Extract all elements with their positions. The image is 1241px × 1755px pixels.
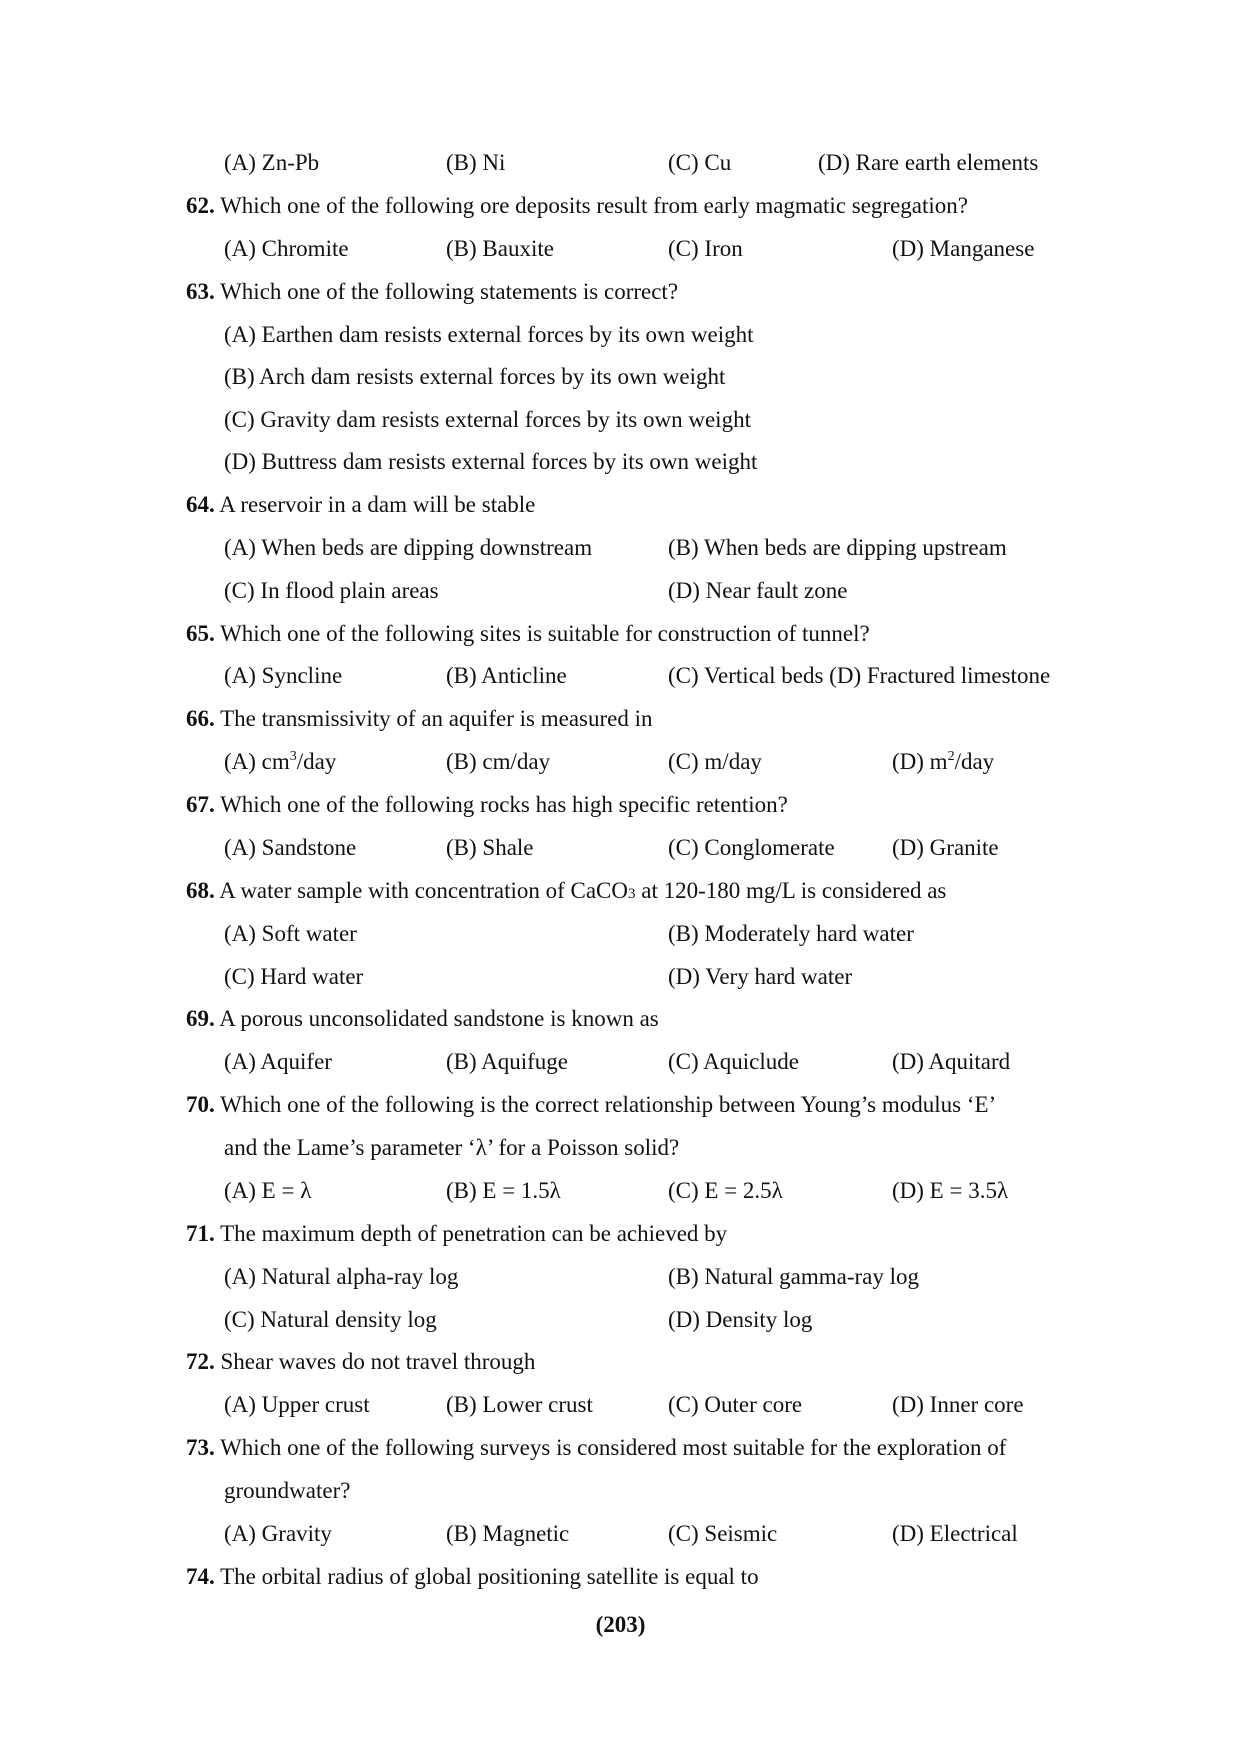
- q61-option-b: (B) Ni: [446, 150, 506, 175]
- superscript: 2: [947, 749, 955, 764]
- question-70-continued: and the Lame’s parameter ‘λ’ for a Poisson solid?: [224, 1135, 680, 1160]
- q63-option-b: (B) Arch dam resists external forces by its own weight: [224, 364, 726, 389]
- question-70: [186, 1091, 996, 1119]
- option-text: (C) m/day: [668, 749, 762, 774]
- question-64: [186, 491, 535, 519]
- q66-option-b: [446, 748, 550, 776]
- question-text: Which one of the following surveys is considered most suitable for the exploration of: [220, 1435, 1007, 1460]
- question-63: [186, 278, 678, 306]
- question-number: 71.: [186, 1221, 215, 1246]
- q65-option-a: (A) Syncline: [224, 663, 343, 688]
- question-text-suffix: at 120-180 mg/L is considered as: [635, 878, 947, 903]
- option-text-suffix: /day: [296, 749, 337, 774]
- question-72: [186, 1348, 535, 1376]
- option-text: (D) m: [892, 749, 948, 774]
- q69-option-c: (C) Aquiclude: [668, 1049, 799, 1074]
- q68-option-d: (D) Very hard water: [668, 964, 853, 989]
- q64-option-a: (A) When beds are dipping downstream: [224, 535, 593, 560]
- q72-option-c: (C) Outer core: [668, 1392, 803, 1417]
- question-number: 62.: [186, 193, 215, 218]
- q72-option-d: (D) Inner core: [892, 1392, 1024, 1417]
- option-text: (A) cm: [224, 749, 290, 774]
- question-text: Which one of the following ore deposits result from early magmatic segregation?: [220, 193, 968, 218]
- q71-option-a: (A) Natural alpha-ray log: [224, 1264, 459, 1289]
- q62-option-a: (A) Chromite: [224, 236, 349, 261]
- q66-option-d: [892, 748, 994, 776]
- q71-option-c: (C) Natural density log: [224, 1307, 437, 1332]
- question-text: Which one of the following rocks has high specific retention?: [220, 792, 788, 817]
- option-text: (B) cm/day: [446, 749, 551, 774]
- question-text: A porous unconsolidated sandstone is known as: [219, 1006, 659, 1031]
- question-text: A water sample with concentration of CaCO: [219, 878, 629, 903]
- question-73: [186, 1434, 1006, 1462]
- q63-option-c: (C) Gravity dam resists external forces by its own weight: [224, 407, 751, 432]
- question-62: [186, 192, 968, 220]
- question-text: A reservoir in a dam will be stable: [219, 492, 536, 517]
- question-number: 70.: [186, 1092, 215, 1117]
- q67-option-d: (D) Granite: [892, 835, 999, 860]
- q63-option-a: (A) Earthen dam resists external forces by its own weight: [224, 322, 754, 347]
- question-73-continued: groundwater?: [224, 1478, 351, 1503]
- q61-option-d: (D) Rare earth elements: [818, 150, 1039, 175]
- question-number: 64.: [186, 492, 215, 517]
- q67-option-a: (A) Sandstone: [224, 835, 357, 860]
- q65-option-cd: (C) Vertical beds (D) Fractured limestone: [668, 663, 1051, 688]
- question-number: 72.: [186, 1349, 215, 1374]
- q64-option-d: (D) Near fault zone: [668, 578, 848, 603]
- question-text: The maximum depth of penetration can be achieved by: [220, 1221, 728, 1246]
- question-68: [186, 877, 946, 905]
- question-number: 68.: [186, 878, 215, 903]
- question-number: 73.: [186, 1435, 215, 1460]
- q70-option-d: (D) E = 3.5λ: [892, 1178, 1009, 1203]
- q61-option-c: (C) Cu: [668, 150, 732, 175]
- q66-option-a: [224, 748, 336, 776]
- q70-option-b: (B) E = 1.5λ: [446, 1178, 561, 1203]
- q66-option-c: [668, 748, 762, 776]
- q72-option-b: (B) Lower crust: [446, 1392, 593, 1417]
- page-number: (203): [595, 1612, 646, 1637]
- superscript: 3: [289, 749, 297, 764]
- question-number: 66.: [186, 706, 215, 731]
- q70-option-c: (C) E = 2.5λ: [668, 1178, 783, 1203]
- q68-option-b: (B) Moderately hard water: [668, 921, 914, 946]
- question-69: [186, 1005, 659, 1033]
- question-65: [186, 620, 870, 648]
- question-number: 65.: [186, 621, 215, 646]
- q63-option-d: (D) Buttress dam resists external forces by its own weight: [224, 449, 758, 474]
- q62-option-d: (D) Manganese: [892, 236, 1035, 261]
- question-number: 67.: [186, 792, 215, 817]
- question-67: [186, 791, 788, 819]
- q73-option-b: (B) Magnetic: [446, 1521, 570, 1546]
- question-number: 69.: [186, 1006, 215, 1031]
- question-text: The transmissivity of an aquifer is measured in: [220, 706, 653, 731]
- q69-option-b: (B) Aquifuge: [446, 1049, 569, 1074]
- q64-option-c: (C) In flood plain areas: [224, 578, 439, 603]
- q69-option-d: (D) Aquitard: [892, 1049, 1011, 1074]
- q67-option-c: (C) Conglomerate: [668, 835, 835, 860]
- question-text: The orbital radius of global positioning satellite is equal to: [220, 1564, 759, 1589]
- question-text: Which one of the following is the correct relationship between Young’s modulus ‘E’: [220, 1092, 997, 1117]
- question-text: Which one of the following statements is correct?: [220, 279, 679, 304]
- question-number: 74.: [186, 1564, 215, 1589]
- q65-option-b: (B) Anticline: [446, 663, 567, 688]
- q70-option-a: (A) E = λ: [224, 1178, 312, 1203]
- q62-option-c: (C) Iron: [668, 236, 743, 261]
- subscript: 3: [628, 886, 636, 902]
- q69-option-a: (A) Aquifer: [224, 1049, 332, 1074]
- question-text: Shear waves do not travel through: [220, 1349, 536, 1374]
- q73-option-a: (A) Gravity: [224, 1521, 332, 1546]
- q73-option-d: (D) Electrical: [892, 1521, 1018, 1546]
- q67-option-b: (B) Shale: [446, 835, 534, 860]
- question-text: Which one of the following sites is suitable for construction of tunnel?: [220, 621, 870, 646]
- option-text-suffix: /day: [954, 749, 995, 774]
- question-71: [186, 1220, 727, 1248]
- question-number: 63.: [186, 279, 215, 304]
- q71-option-d: (D) Density log: [668, 1307, 813, 1332]
- q64-option-b: (B) When beds are dipping upstream: [668, 535, 1007, 560]
- q61-option-a: (A) Zn-Pb: [224, 150, 320, 175]
- question-66: [186, 705, 653, 733]
- q73-option-c: (C) Seismic: [668, 1521, 778, 1546]
- q72-option-a: (A) Upper crust: [224, 1392, 370, 1417]
- question-74: [186, 1563, 759, 1591]
- q68-option-a: (A) Soft water: [224, 921, 357, 946]
- q71-option-b: (B) Natural gamma-ray log: [668, 1264, 919, 1289]
- q62-option-b: (B) Bauxite: [446, 236, 554, 261]
- q68-option-c: (C) Hard water: [224, 964, 364, 989]
